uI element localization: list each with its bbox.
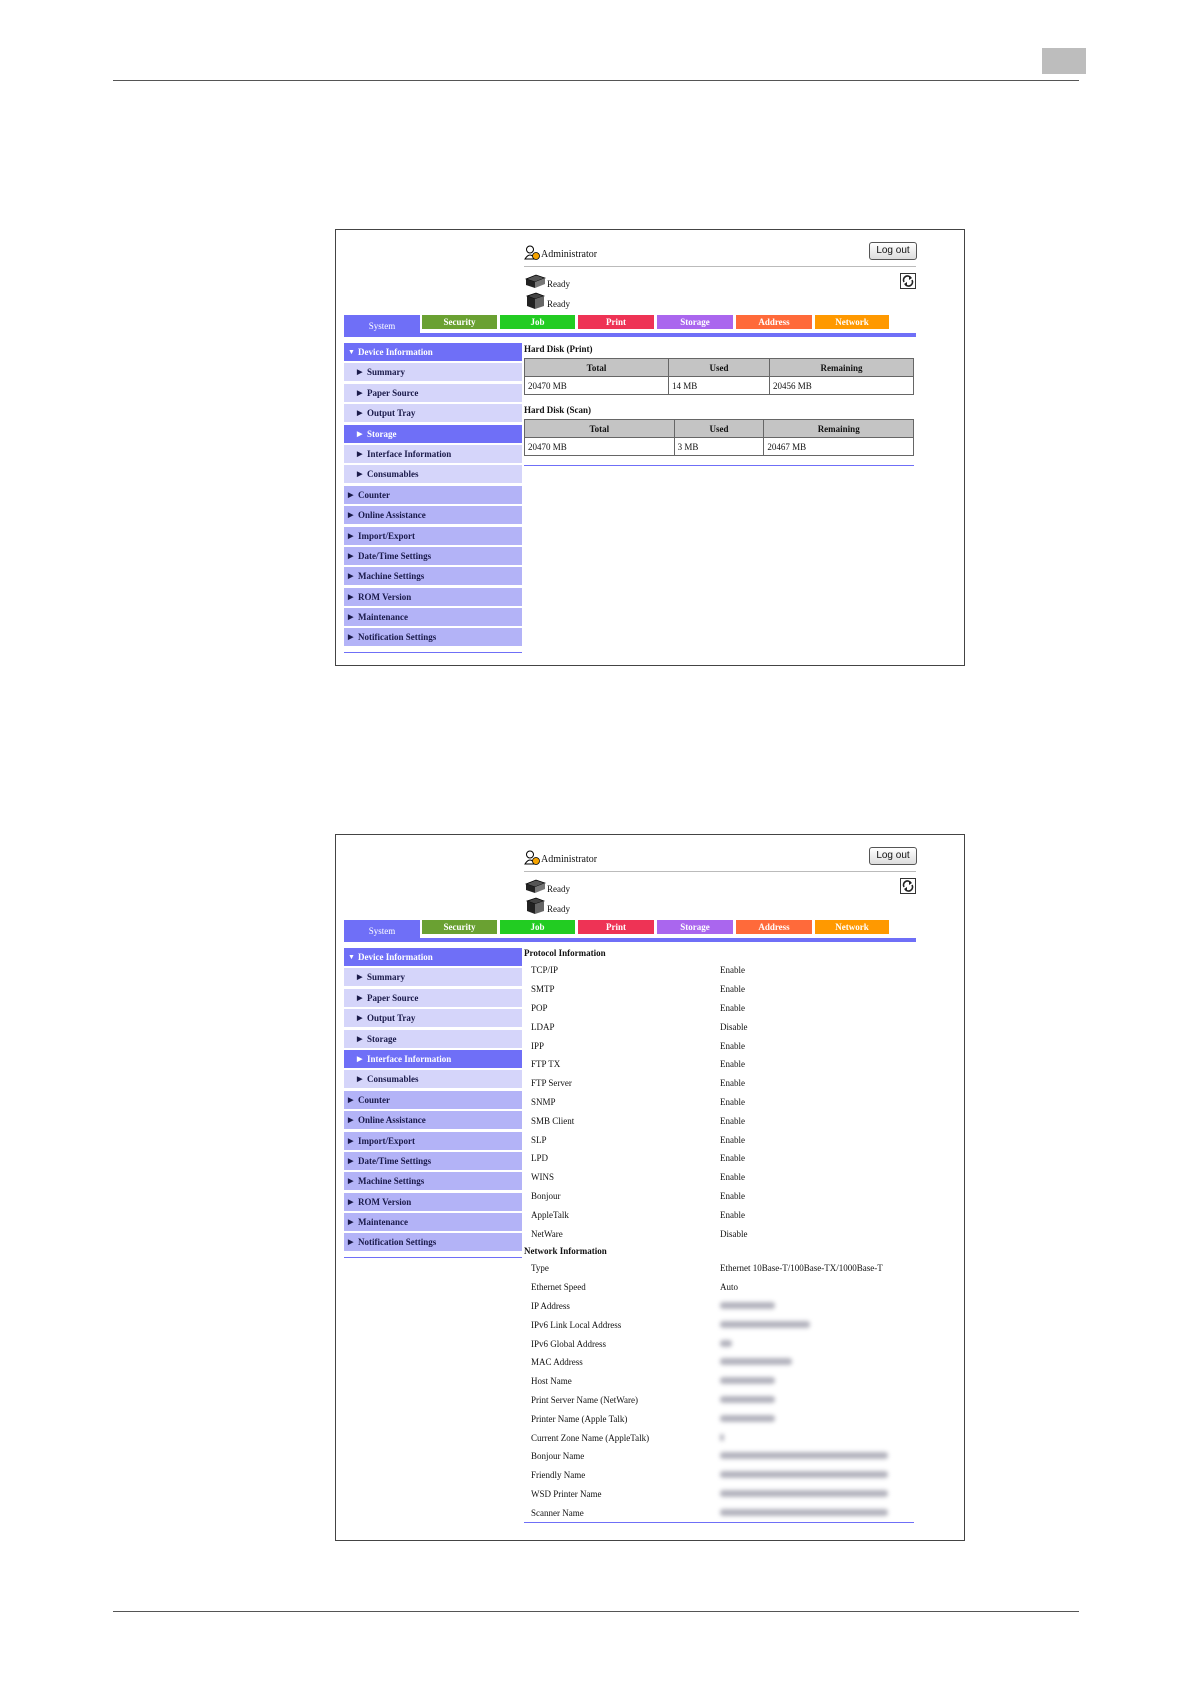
sidebar-item-machine-settings[interactable]: ▶ Machine Settings <box>344 1172 522 1190</box>
redacted-value <box>720 1340 732 1347</box>
logout-button[interactable]: Log out <box>869 242 917 260</box>
info-value <box>720 1395 916 1405</box>
tab-print[interactable]: Print <box>578 920 654 934</box>
triangle-right-icon: ▶ <box>348 1238 354 1247</box>
info-label: IPv6 Link Local Address <box>531 1319 622 1330</box>
screenshot-storage <box>335 229 965 666</box>
info-label: TCP/IP <box>531 965 559 976</box>
triangle-right-icon: ▶ <box>348 613 354 622</box>
printer-status <box>524 877 570 895</box>
hdd-print-table <box>524 358 914 395</box>
printer-status-label: Ready <box>547 884 570 894</box>
tab-job[interactable]: Job <box>500 920 575 934</box>
header-divider <box>524 871 916 872</box>
info-row <box>524 1297 916 1316</box>
info-row <box>524 1278 916 1297</box>
info-row <box>524 1224 916 1243</box>
sidebar-item-maintenance[interactable]: ▶ Maintenance <box>344 1213 522 1231</box>
tab-system[interactable]: System <box>344 315 420 337</box>
info-row <box>524 980 916 999</box>
info-value <box>720 1339 916 1349</box>
sidebar-item-consumables[interactable]: ▶ Consumables <box>344 1070 522 1088</box>
info-row <box>524 1372 916 1391</box>
column-header: Total <box>525 420 674 437</box>
triangle-right-icon: ▶ <box>348 1177 354 1186</box>
page-top-rule <box>113 80 1079 81</box>
info-row <box>524 1074 916 1093</box>
sidebar-item-online-assistance[interactable]: ▶ Online Assistance <box>344 506 522 524</box>
administrator-icon <box>524 245 541 260</box>
tab-network[interactable]: Network <box>815 315 889 329</box>
redacted-value <box>720 1396 775 1403</box>
sidebar-bottom-rule <box>344 1257 522 1258</box>
logout-button[interactable]: Log out <box>869 847 917 865</box>
tab-job[interactable]: Job <box>500 315 575 329</box>
info-label: SMB Client <box>531 1115 575 1126</box>
sidebar-item-paper-source[interactable]: ▶ Paper Source <box>344 989 522 1007</box>
info-value <box>720 1451 916 1461</box>
info-value <box>720 1376 916 1386</box>
info-value <box>720 1508 916 1518</box>
column-header: Remaining <box>770 359 913 376</box>
sidebar-item-device-information[interactable]: ▼ Device Information <box>344 343 522 361</box>
info-row <box>524 999 916 1018</box>
triangle-down-icon: ▼ <box>348 953 355 961</box>
info-row <box>524 1503 916 1522</box>
admin-label: Administrator <box>541 854 598 865</box>
sidebar-item-import-export[interactable]: ▶ Import/Export <box>344 1132 522 1150</box>
refresh-icon[interactable] <box>900 273 916 289</box>
hdd-scan-title: Hard Disk (Scan) <box>524 405 592 415</box>
info-value <box>720 1489 916 1499</box>
sidebar-item-storage[interactable]: ▶ Storage <box>344 425 522 443</box>
info-label: WINS <box>531 1172 554 1183</box>
info-value: Enable <box>720 1040 745 1051</box>
info-value: Enable <box>720 1078 745 1089</box>
tab-underline <box>344 333 916 337</box>
info-value <box>720 1470 916 1480</box>
interface-content <box>524 945 916 1523</box>
info-value: Enable <box>720 984 745 995</box>
content-bottom-rule <box>524 1522 914 1523</box>
sidebar-item-online-assistance[interactable]: ▶ Online Assistance <box>344 1111 522 1129</box>
table-cell: 20470 MB <box>525 438 674 455</box>
content-bottom-rule <box>524 465 914 466</box>
table-cell: 3 MB <box>675 438 764 455</box>
triangle-right-icon: ▶ <box>348 1116 354 1125</box>
triangle-right-icon: ▶ <box>348 531 354 540</box>
triangle-right-icon: ▶ <box>348 490 354 499</box>
triangle-right-icon: ▶ <box>357 368 363 377</box>
sidebar-bottom-rule <box>344 652 522 653</box>
sidebar <box>344 343 522 653</box>
info-row <box>524 1111 916 1130</box>
table-cell: 14 MB <box>669 377 769 394</box>
protocol-info-title: Protocol Information <box>524 948 606 958</box>
scanner-status <box>524 897 570 915</box>
scanner-icon <box>524 292 546 310</box>
info-value: Disable <box>720 1228 748 1239</box>
info-row <box>524 1036 916 1055</box>
info-label: NetWare <box>531 1228 563 1239</box>
info-value: Disable <box>720 1021 748 1032</box>
info-label: IPv6 Global Address <box>531 1338 606 1349</box>
table-cell: 20456 MB <box>770 377 913 394</box>
tab-print[interactable]: Print <box>578 315 654 329</box>
sidebar-item-summary[interactable]: ▶ Summary <box>344 363 522 381</box>
sidebar-item-rom-version[interactable]: ▶ ROM Version <box>344 588 522 606</box>
info-value <box>720 1357 916 1367</box>
column-header: Used <box>675 420 764 437</box>
info-label: Friendly Name <box>531 1470 586 1481</box>
info-value: Enable <box>720 1002 745 1013</box>
sidebar-item-paper-source[interactable]: ▶ Paper Source <box>344 384 522 402</box>
triangle-right-icon: ▶ <box>348 1218 354 1227</box>
storage-content <box>524 341 916 466</box>
info-label: FTP Server <box>531 1078 572 1089</box>
triangle-right-icon: ▶ <box>357 993 363 1002</box>
sidebar-item-interface-information[interactable]: ▶ Interface Information <box>344 1050 522 1068</box>
info-value: Ethernet 10Base-T/100Base-TX/1000Base-T <box>720 1263 883 1274</box>
sidebar-item-notification-settings[interactable]: ▶ Notification Settings <box>344 1233 522 1251</box>
page-bottom-rule <box>113 1611 1079 1612</box>
scanner-status-label: Ready <box>547 299 570 309</box>
info-row <box>524 1391 916 1410</box>
info-row <box>524 1466 916 1485</box>
admin-indicator <box>524 849 597 865</box>
redacted-value <box>720 1471 888 1478</box>
hdd-scan-table <box>524 419 914 456</box>
sidebar-item-machine-settings[interactable]: ▶ Machine Settings <box>344 567 522 585</box>
triangle-right-icon: ▶ <box>357 973 363 982</box>
redacted-value <box>720 1509 888 1516</box>
printer-icon <box>524 878 546 895</box>
sidebar-item-notification-settings[interactable]: ▶ Notification Settings <box>344 628 522 646</box>
info-label: Scanner Name <box>531 1507 584 1518</box>
triangle-right-icon: ▶ <box>348 633 354 642</box>
triangle-right-icon: ▶ <box>357 1034 363 1043</box>
sidebar-item-rom-version[interactable]: ▶ ROM Version <box>344 1193 522 1211</box>
info-value <box>720 1320 916 1330</box>
triangle-right-icon: ▶ <box>357 1054 363 1063</box>
top-tab-bar <box>344 315 916 337</box>
redacted-value <box>720 1321 810 1328</box>
tab-system[interactable]: System <box>344 920 420 942</box>
column-header: Used <box>669 359 769 376</box>
network-info-title: Network Information <box>524 1245 607 1256</box>
admin-label: Administrator <box>541 249 598 260</box>
table-cell: 20467 MB <box>764 438 913 455</box>
info-row <box>524 1187 916 1206</box>
redacted-value <box>720 1377 775 1384</box>
info-label: SLP <box>531 1134 547 1145</box>
sidebar <box>344 948 522 1258</box>
redacted-value <box>720 1302 775 1309</box>
scanner-status-label: Ready <box>547 904 570 914</box>
sidebar-item-output-tray[interactable]: ▶ Output Tray <box>344 1009 522 1027</box>
sidebar-item-storage[interactable]: ▶ Storage <box>344 1030 522 1048</box>
info-label: AppleTalk <box>531 1209 569 1220</box>
info-row <box>524 1130 916 1149</box>
table-cell: 20470 MB <box>525 377 668 394</box>
scanner-status <box>524 292 570 310</box>
info-row <box>524 1055 916 1074</box>
info-label: Bonjour Name <box>531 1451 585 1462</box>
redacted-value <box>720 1434 724 1441</box>
info-value: Enable <box>720 1096 745 1107</box>
info-value: Enable <box>720 1190 745 1201</box>
triangle-right-icon: ▶ <box>357 1075 363 1084</box>
triangle-right-icon: ▶ <box>348 1136 354 1145</box>
info-value <box>720 1301 916 1311</box>
redacted-value <box>720 1358 792 1365</box>
printer-status <box>524 272 570 290</box>
header-divider <box>524 266 916 267</box>
triangle-right-icon: ▶ <box>348 592 354 601</box>
sidebar-item-maintenance[interactable]: ▶ Maintenance <box>344 608 522 626</box>
info-value: Auto <box>720 1282 738 1293</box>
triangle-right-icon: ▶ <box>348 551 354 560</box>
info-label: FTP TX <box>531 1059 561 1070</box>
info-row <box>524 1485 916 1504</box>
sidebar-item-device-information[interactable]: ▼ Device Information <box>344 948 522 966</box>
info-label: Type <box>531 1263 549 1274</box>
tab-storage[interactable]: Storage <box>657 920 733 934</box>
triangle-right-icon: ▶ <box>348 511 354 520</box>
info-value: Enable <box>720 1134 745 1145</box>
tab-address[interactable]: Address <box>736 920 812 934</box>
tab-address[interactable]: Address <box>736 315 812 329</box>
redacted-value <box>720 1415 775 1422</box>
sidebar-item-counter[interactable]: ▶ Counter <box>344 1091 522 1109</box>
protocol-list <box>524 961 916 1243</box>
screenshot-interface-information <box>335 834 965 1541</box>
column-header: Total <box>525 359 668 376</box>
triangle-right-icon: ▶ <box>348 572 354 581</box>
triangle-right-icon: ▶ <box>357 388 363 397</box>
column-header: Remaining <box>764 420 913 437</box>
triangle-right-icon: ▶ <box>348 1197 354 1206</box>
triangle-right-icon: ▶ <box>357 1014 363 1023</box>
printer-status-label: Ready <box>547 279 570 289</box>
info-row <box>524 1409 916 1428</box>
info-value: Enable <box>720 1115 745 1126</box>
info-value: Enable <box>720 1209 745 1220</box>
info-row <box>524 1259 916 1278</box>
info-row <box>524 1168 916 1187</box>
triangle-right-icon: ▶ <box>357 449 363 458</box>
info-label: Bonjour <box>531 1190 561 1201</box>
network-list <box>524 1259 916 1522</box>
info-label: MAC Address <box>531 1357 583 1368</box>
sidebar-item-output-tray[interactable]: ▶ Output Tray <box>344 404 522 422</box>
administrator-icon <box>524 850 541 865</box>
info-row <box>524 1017 916 1036</box>
sidebar-item-date-time-settings[interactable]: ▶ Date/Time Settings <box>344 1152 522 1170</box>
tab-security[interactable]: Security <box>422 920 497 934</box>
info-row <box>524 1447 916 1466</box>
info-label: WSD Printer Name <box>531 1488 602 1499</box>
sidebar-item-import-export[interactable]: ▶ Import/Export <box>344 527 522 545</box>
sidebar-item-consumables[interactable]: ▶ Consumables <box>344 465 522 483</box>
sidebar-item-interface-information[interactable]: ▶ Interface Information <box>344 445 522 463</box>
info-value <box>720 1414 916 1424</box>
info-label: IP Address <box>531 1300 570 1311</box>
info-row <box>524 1093 916 1112</box>
info-row <box>524 1149 916 1168</box>
scanner-icon <box>524 897 546 915</box>
page-corner-tab <box>1042 48 1086 74</box>
info-row <box>524 961 916 980</box>
info-label: IPP <box>531 1040 545 1051</box>
info-label: Current Zone Name (AppleTalk) <box>531 1432 650 1443</box>
info-row <box>524 1205 916 1224</box>
triangle-right-icon: ▶ <box>357 409 363 418</box>
info-label: Print Server Name (NetWare) <box>531 1394 638 1405</box>
info-value: Enable <box>720 1172 745 1183</box>
tab-network[interactable]: Network <box>815 920 889 934</box>
info-value <box>720 1433 916 1443</box>
info-row <box>524 1428 916 1447</box>
info-value: Enable <box>720 1153 745 1164</box>
info-label: SMTP <box>531 984 555 995</box>
tab-security[interactable]: Security <box>422 315 497 329</box>
info-label: Ethernet Speed <box>531 1282 586 1293</box>
hdd-print-title: Hard Disk (Print) <box>524 344 593 354</box>
info-label: SNMP <box>531 1096 556 1107</box>
info-row <box>524 1353 916 1372</box>
info-label: LDAP <box>531 1021 555 1032</box>
info-row <box>524 1334 916 1353</box>
triangle-right-icon: ▶ <box>357 470 363 479</box>
info-value: Enable <box>720 1059 745 1070</box>
info-row <box>524 1315 916 1334</box>
redacted-value <box>720 1490 888 1497</box>
redacted-value <box>720 1452 888 1459</box>
triangle-right-icon: ▶ <box>348 1095 354 1104</box>
sidebar-item-summary[interactable]: ▶ Summary <box>344 968 522 986</box>
sidebar-item-counter[interactable]: ▶ Counter <box>344 486 522 504</box>
triangle-right-icon: ▶ <box>357 429 363 438</box>
info-value: Enable <box>720 965 745 976</box>
tab-underline <box>344 938 916 942</box>
tab-storage[interactable]: Storage <box>657 315 733 329</box>
printer-icon <box>524 273 546 290</box>
top-tab-bar <box>344 920 916 942</box>
info-label: Printer Name (Apple Talk) <box>531 1413 628 1424</box>
info-label: LPD <box>531 1153 549 1164</box>
triangle-down-icon: ▼ <box>348 348 355 356</box>
info-label: Host Name <box>531 1376 572 1387</box>
admin-indicator <box>524 244 597 260</box>
sidebar-item-date-time-settings[interactable]: ▶ Date/Time Settings <box>344 547 522 565</box>
refresh-icon[interactable] <box>900 878 916 894</box>
info-label: POP <box>531 1002 548 1013</box>
triangle-right-icon: ▶ <box>348 1156 354 1165</box>
